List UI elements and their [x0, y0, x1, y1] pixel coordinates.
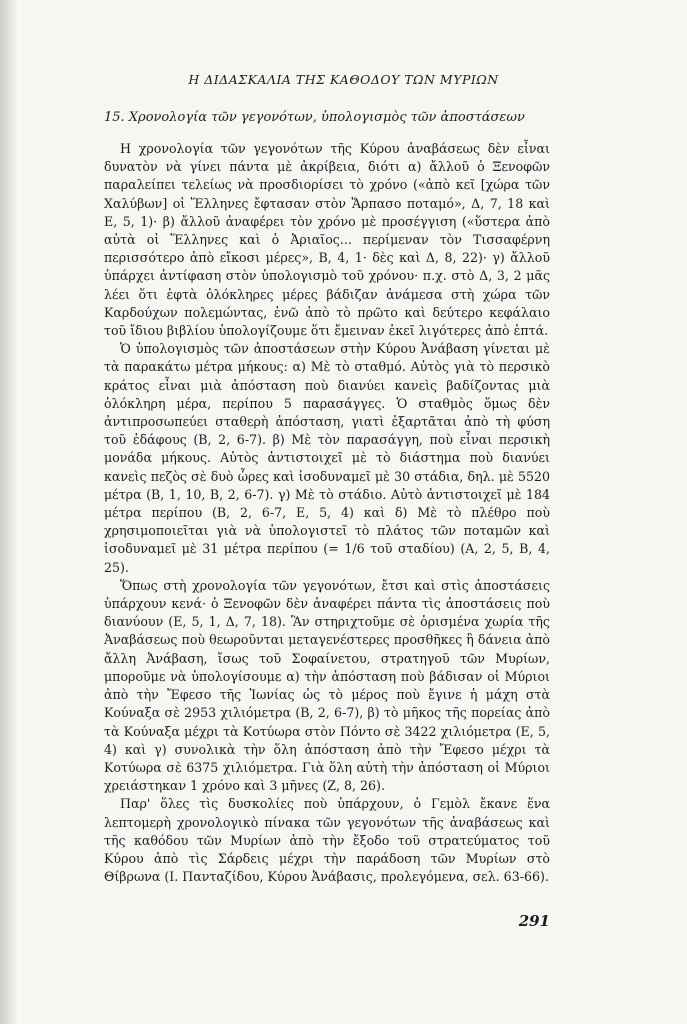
paragraph: Παρ' ὅλες τὶς δυσκολίες ποὺ ὑπάρχουν, ὁ Γεμὸλ ἔκανε ἕνα λεπτομερὴ χρονολογικὸ πίνακα τῶν γεγονότων τῆς ἀναβάσεως καὶ τῆς καθόδου τῶν Μυρίων ἀπὸ τὴν ἔξοδο τοῦ στρατεύματος τοῦ Κύρου ἀπὸ τὶς Σάρδεις μέχρι τὴν παράδοση τῶν Μυρίων στὸ Θίβρωνα (Ι. Πανταζίδου, Κύρου Ἀνάβασις, προλεγόμενα, σελ. 63-66).: [104, 796, 550, 885]
paragraph: Η χρονολογία τῶν γεγονότων τῆς Κύρου ἀναβάσεως δὲν εἶναι δυνατὸν νὰ γίνει πάντα μὲ ἀκρίβεια, διότι α) ἄλλοῦ ὁ Ξενοφῶν παραλείπει τελείως νὰ προσδιορίσει τὸ χρόνο («ἀπὸ κεῖ [χώρα τῶν Χαλύβων] οἱ Ἕλληνες ἔφτασαν στὸν Ἅρπασο ποταμό», Δ, 7, 18 καὶ Ε, 5, 1)· β) ἄλλοῦ ἀναφέρει τὸν χρόνο μὲ προσέγγιση («ὕστερα ἀπὸ αὐτὰ οἱ Ἕλληνες καὶ ὁ Ἀριαῖος... περίμεναν τὸν Τισσαφέρνη περισσότερο ἀπὸ εἴκοσι μέρες», Β, 4, 1· δὲς καὶ Δ, 8, 22)· γ) ἄλλοῦ ὑπάρχει ἀντίφαση στὸν ὑπολογισμὸ τοῦ χρόνου· π.χ. στὸ Δ, 3, 2 μᾶς λέει ὅτι ἑφτὰ ὁλόκληρες μέρες βάδιζαν ἀνάμεσα στὴ χώρα τῶν Καρδούχων πολεμώντας, ἐνῶ ἀπὸ τὸ πρῶτο καὶ δεύτερο κεφάλαιο τοῦ ἴδιου βιβλίου ὑπολογίζουμε ὅτι ἔμειναν ἐκεῖ λιγότερες ἀπὸ ἑπτά.: [104, 141, 550, 339]
paragraph: Ὁ ὑπολογισμὸς τῶν ἀποστάσεων στὴν Κύρου Ἀνάβαση γίνεται μὲ τὰ παρακάτω μέτρα μήκους: α) Μὲ τὸ σταθμό. Αὐτὸς γιὰ τὸ περσικὸ κράτος εἶναι μιὰ ἀπόσταση ποὺ διανύει κανεὶς βαδίζοντας μιὰ ὁλόκληρη μέρα, περίπου 5 παρασάγγες. Ὁ σταθμὸς ὅμως δὲν ἀντιπροσωπεύει σταθερὴ ἀπόσταση, γιατὶ ἐξαρτᾶται ἀπὸ τὴ φύση τοῦ ἐδάφους (Β, 2, 6-7). β) Μὲ τὸν παρασάγγη, ποὺ εἶναι περσικὴ μονάδα μήκους. Αὐτὸς ἀντιστοιχεῖ μὲ τὸ διάστημα ποὺ διανύει κανεὶς πεζὸς σὲ δυὸ ὧρες καὶ ἰσοδυναμεῖ μὲ 30 στάδια, δηλ. μὲ 5520 μέτρα (Β, 1, 10, Β, 2, 6-7). γ) Μὲ τὸ στάδιο. Αὐτὸ ἀντιστοιχεῖ μὲ 184 μέτρα περίπου (Β, 2, 6-7, Ε, 5, 4) καὶ δ) Μὲ τὸ πλέθρο ποὺ χρησιμοποιεῖται γιὰ νὰ ὑπολογιστεῖ τὸ πλάτος τῶν ποταμῶν καὶ ἰσοδυναμεῖ μὲ 31 μέτρα περίπου (= 1/6 τοῦ σταδίου) (Α, 2, 5, Β, 4, 25).: [104, 341, 550, 575]
running-head: Η ΔΙΔΑΣΚΑΛΙΑ ΤΗΣ ΚΑΘΟΔΟΥ ΤΩΝ ΜΥΡΙΩΝ: [188, 72, 499, 87]
binding-shadow: [0, 0, 18, 1024]
section-title: 15. Χρονολογία τῶν γεγονότων, ὑπολογισμὸς τῶν ἀποστάσεων: [104, 110, 525, 125]
page-number: 291: [518, 912, 550, 930]
body-text: [104, 140, 550, 886]
paragraph: Ὅπως στὴ χρονολογία τῶν γεγονότων, ἔτσι καὶ στὶς ἀποστάσεις ὑπάρχουν κενά· ὁ Ξενοφῶν δὲν ἀναφέρει πάντα τὶς ἀποστάσεις ποὺ διανύουν (Ε, 5, 1, Δ, 7, 18). Ἂν στηριχτοῦμε σὲ ὁρισμένα χωρία τῆς Ἀναβάσεως ποὺ θεωροῦνται μεταγενέστερες προσθῆκες ἢ δάνεια ἀπὸ ἄλλη Ἀνάβαση, ἴσως τοῦ Σοφαίνετου, στρατηγοῦ τῶν Μυρίων, μποροῦμε νὰ ὑπολογίσουμε α) τὴν ἀπόσταση ποὺ βάδισαν οἱ Μύριοι ἀπὸ τὴν Ἔφεσο τῆς Ἰωνίας ὡς τὸ μέρος ποὺ ἔγινε ἡ μάχη στὰ Κούναξα σὲ 2953 χιλιόμετρα (Β, 2, 6-7), β) τὸ μῆκος τῆς πορείας ἀπὸ τὰ Κούναξα μέχρι τὰ Κοτύωρα στὸν Πόντο σὲ 3422 χιλιόμετρα (Ε, 5, 4) καὶ γ) συνολικὰ τὴν ὅλη ἀπόσταση ἀπὸ τὴν Ἔφεσο μέχρι τὰ Κοτύωρα σὲ 6375 χιλιόμετρα. Γιὰ ὅλη αὐτὴ τὴν ἀπόσταση οἱ Μύριοι χρειάστηκαν 1 χρόνο καὶ 3 μῆνες (Ζ, 8, 26).: [104, 577, 550, 794]
